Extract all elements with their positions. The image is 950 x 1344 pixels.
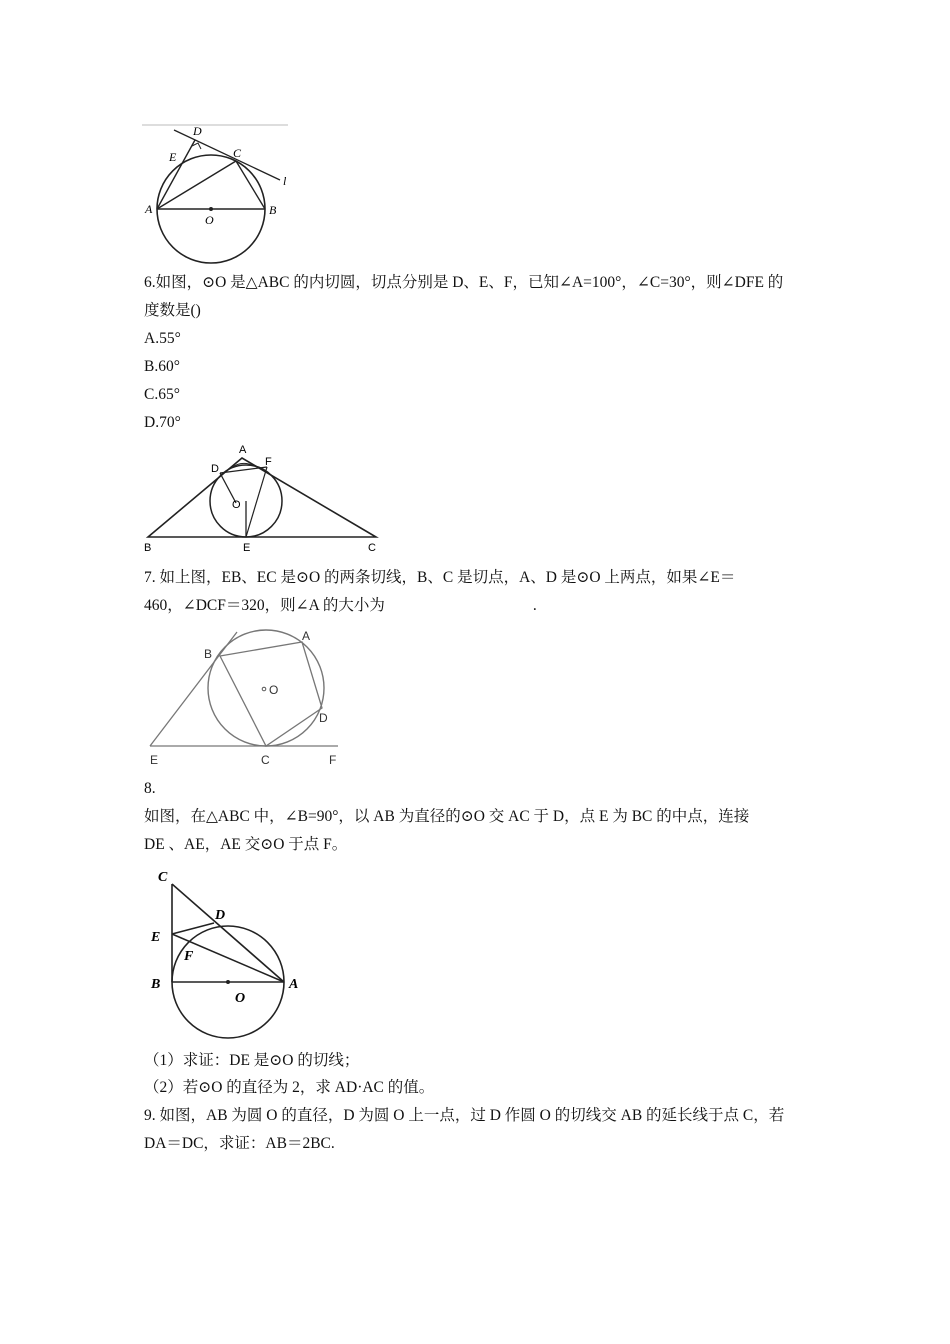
figure-1-chord-bc [236, 161, 265, 209]
figure-4-label-b: B [151, 977, 161, 992]
figure-1-label-e: E [169, 150, 177, 164]
figure-2-chord-ef [246, 467, 267, 537]
figure-1-label-a: A [145, 202, 153, 216]
figure-4-segment-de [172, 923, 214, 934]
q6-line-2: 度数是() [144, 302, 201, 319]
figure-4 [140, 862, 320, 1046]
q6-option-c: C.65° [144, 386, 180, 403]
figure-2-label-o: O [232, 499, 241, 511]
figure-4-label-a: A [289, 977, 299, 992]
figure-3-label-b: B [204, 647, 213, 661]
q9-line-2: DA＝DC，求证：AB＝2BC. [144, 1135, 335, 1152]
figure-2-label-f: F [265, 456, 272, 468]
figure-1-label-d: D [193, 124, 202, 138]
figure-4-label-o: O [235, 991, 246, 1006]
q6-option-a: A.55° [144, 330, 181, 347]
q7-line-2-text: 460，∠DCF＝320，则∠A 的大小为 [144, 597, 385, 614]
q6-option-d: D.70° [144, 414, 181, 431]
figure-4-label-c: C [158, 870, 168, 885]
figure-3-center-dot [262, 687, 266, 691]
figure-2 [140, 438, 390, 556]
figure-1-label-b: B [269, 203, 277, 217]
q8-number: 8. [144, 780, 156, 797]
figure-1-label-o: O [205, 213, 214, 227]
q8-line-2: DE 、AE，AE 交⊙O 于点 F。 [144, 836, 348, 853]
figure-1 [140, 120, 300, 268]
q7-line-1: 7. 如上图，EB、EC 是⊙O 的两条切线，B、C 是切点，A、D 是⊙O 上两点，如果∠E＝ [144, 569, 736, 586]
figure-3 [140, 622, 350, 770]
q8-sub-1: （1）求证：DE 是⊙O 的切线； [144, 1052, 360, 1069]
figure-3-label-c: C [261, 753, 270, 767]
figure-2-label-a: A [239, 444, 247, 456]
figure-1-tangent-l [174, 130, 280, 180]
figure-3-label-o: O [269, 683, 279, 697]
figure-2-label-e: E [243, 542, 251, 554]
figure-3-label-f: F [329, 753, 337, 767]
q9-line-1: 9. 如图，AB 为圆 O 的直径，D 为圆 O 上一点，过 D 作圆 O 的切线交 AB 的延长线于点 C，若 [144, 1107, 785, 1124]
q6-option-b: B.60° [144, 358, 180, 375]
figure-1-chord-ac [157, 161, 236, 209]
figure-2-triangle [148, 458, 376, 537]
figure-4-label-f: F [184, 949, 194, 964]
q8-sub-2: （2）若⊙O 的直径为 2，求 AD·AC 的值。 [144, 1079, 435, 1096]
figure-4-label-d: D [215, 908, 226, 923]
q6-line-1: 6.如图，⊙O 是△ABC 的内切圆，切点分别是 D、E、F，已知∠A=100°，∠C=30°，则∠DFE 的 [144, 274, 784, 291]
figure-1-label-l: l [283, 174, 287, 188]
q7-line-2-period: . [532, 597, 537, 614]
figure-3-label-e: E [150, 753, 159, 767]
figure-4-center-dot [226, 980, 230, 984]
figure-2-label-c: C [368, 542, 376, 554]
figure-1-label-c: C [233, 146, 242, 160]
figure-2-label-d: D [211, 463, 219, 475]
figure-2-label-b: B [144, 542, 152, 554]
q8-line-1: 如图，在△ABC 中，∠B=90°，以 AB 为直径的⊙O 交 AC 于 D，点 E 为 BC 的中点，连接 [144, 808, 750, 825]
figure-4-label-e: E [151, 930, 161, 945]
figure-1-center-dot [209, 207, 213, 211]
figure-4-side-ac [172, 884, 284, 982]
q7-line-2 [144, 596, 814, 616]
figure-3-label-d: D [319, 711, 328, 725]
figure-3-label-a: A [302, 629, 311, 643]
